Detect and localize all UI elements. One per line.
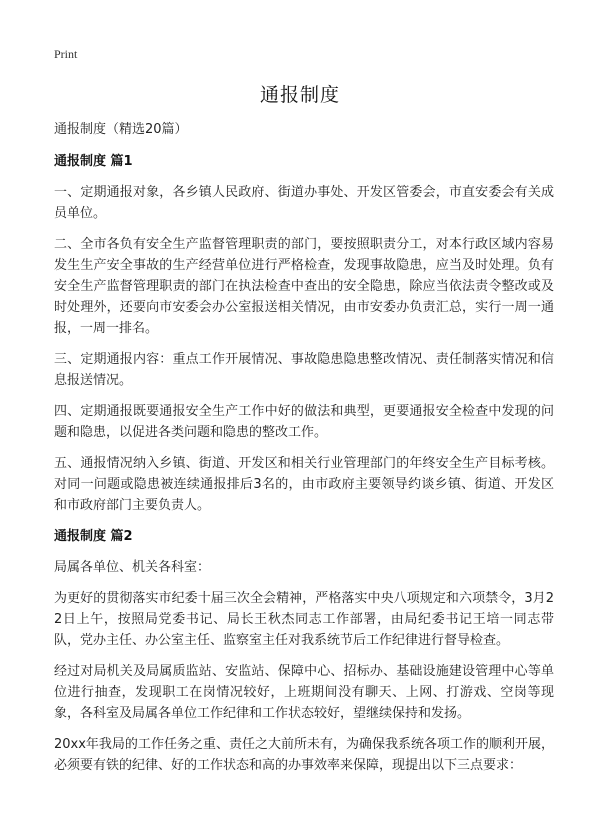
document-subtitle: 通报制度（精选20篇）: [54, 122, 188, 137]
paragraph: 一、定期通报对象，各乡镇人民政府、街道办事处、开发区管委会，市直安委会有关成员单位。: [54, 185, 554, 221]
document-title: 通报制度: [259, 84, 340, 106]
paragraph: 四、定期通报既要通报安全生产工作中好的做法和典型，更要通报安全检查中发现的问题和隐患，以促进各类问题和隐患的整改工作。: [54, 404, 554, 440]
print-link[interactable]: Print: [54, 47, 78, 61]
document-body: [54, 121, 554, 786]
paragraph: 20xx年我局的工作任务之重、责任之大前所未有，为确保我系统各项工作的顺利开展，必须要有铁的纪律、好的工作状态和高的办事效率来保障，现提出以下三点要求：: [54, 737, 554, 773]
paragraph: 五、通报情况纳入乡镇、街道、开发区和相关行业管理部门的年终安全生产目标考核。对同一问题或隐患被连续通报排后3名的，由市政府主要领导约谈乡镇、街道、开发区和市政府部门主要负责人。: [54, 456, 554, 513]
section-heading: 通报制度 篇1: [54, 154, 133, 169]
section-heading: 通报制度 篇2: [54, 529, 133, 544]
paragraph: 局属各单位、机关各科室：: [54, 560, 211, 575]
paragraph: 为更好的贯彻落实市纪委十届三次全会精神，严格落实中央八项规定和六项禁令，3月22日上午，按照局党委书记、局长王秋杰同志工作部署，由局纪委书记王培一同志带队，党办主任、办公室主任、监察室主任对我系统节后工作纪律进行督导检查。: [54, 591, 554, 648]
paragraph: 经过对局机关及局属质监站、安监站、保障中心、招标办、基础设施建设管理中心等单位进行抽查，发现职工在岗情况较好，上班期间没有聊天、上网、打游戏、空岗等现象，各科室及局属各单位工作纪律和工作状态较好，望继续保持和发扬。: [54, 664, 554, 721]
paragraph: 三、定期通报内容：重点工作开展情况、事故隐患隐患整改情况、责任制落实情况和信息报送情况。: [54, 352, 554, 388]
paragraph: 二、全市各负有安全生产监督管理职责的部门，要按照职责分工，对本行政区域内容易发生生产安全事故的生产经营单位进行严格检查，发现事故隐患，应当及时处理。负有安全生产监督管理职责的部门在执法检查中查出的安全隐患，除应当依法责令整改或及时处理外，还要向市安委会办公室报送相关情况，由市安委办负责汇总，实行一周一通报，一周一排名。: [54, 237, 554, 336]
